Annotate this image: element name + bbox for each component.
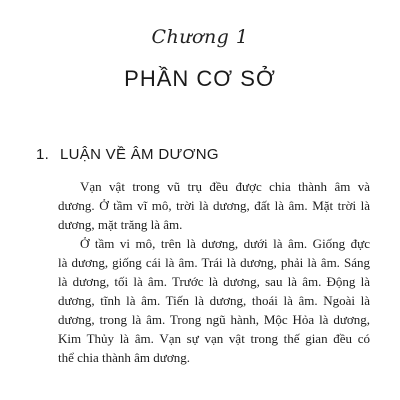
chapter-title: PHẦN CƠ SỞ	[124, 66, 276, 91]
paragraph-line: thể chia thành âm dương.	[58, 350, 190, 365]
paragraph-line: Vạn vật trong vũ trụ đều được chia thành âm và	[80, 179, 370, 194]
paragraph-line: là dương, giống cái là âm. Trái là dương, phải là âm. Sáng	[58, 255, 370, 270]
paragraph-1	[36, 177, 370, 234]
body-text	[36, 177, 370, 367]
paragraph-line: Kim Thủy là âm. Vạn sự vạn vật trong thế gian đều có	[58, 331, 370, 346]
section-number: 1.	[36, 146, 50, 163]
paragraph-line: dương, tĩnh là âm. Tiến là dương, thoái là âm. Ngoài là	[58, 293, 370, 308]
paragraph-2	[36, 234, 370, 367]
section-title: LUẬN VỀ ÂM DƯƠNG	[60, 146, 219, 163]
paragraph-line: dương, trong là âm. Trong ngũ hành, Mộc Hỏa là dương,	[58, 312, 370, 327]
chapter-label: Chương 1	[151, 26, 249, 48]
paragraph-line: là dương, tối là âm. Trước là dương, sau là âm. Động là	[58, 274, 370, 289]
paragraph-line: Ở tầm vi mô, trên là dương, dưới là âm. Giống đực	[80, 236, 370, 251]
paragraph-line: dương. Ở tầm vĩ mô, trời là dương, đất là âm. Mặt trời là	[58, 198, 370, 213]
paragraph-line: dương, mặt trăng là âm.	[58, 217, 183, 232]
section-heading	[36, 146, 219, 163]
